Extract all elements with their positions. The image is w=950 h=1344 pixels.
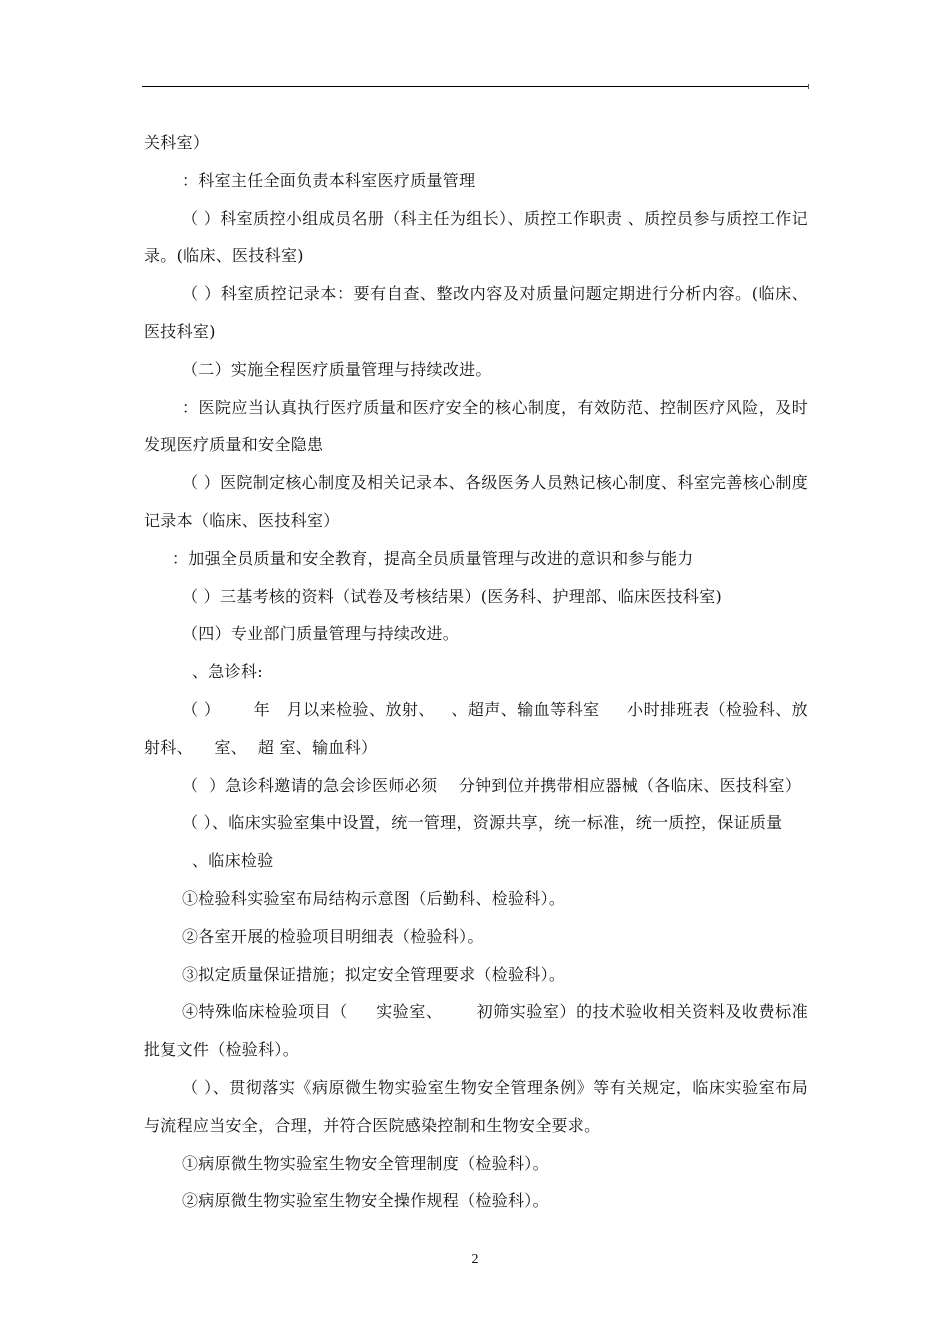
- paragraph-continuation: 关科室）: [144, 133, 210, 152]
- list-item-biosafety-rules: ①病原微生物实验室生物安全管理制度（检验科）。: [182, 1153, 549, 1173]
- paragraph-three-basics-exam: （ ）三基考核的资料（试卷及考核结果）(医务科、护理部、临床医技科室): [182, 586, 723, 606]
- paragraph-shift-schedule: （ ） 年 月以来检验、放射、 、超声、输血等科室 小时排班表（检验科、放射科、 室、 超 室、输血科）: [144, 699, 808, 757]
- header-rule: [142, 86, 808, 87]
- section-heading-2: （二）实施全程医疗质量管理与持续改进。: [182, 359, 492, 379]
- paragraph-lab-centralized: （ ）、临床实验室集中设置，统一管理，资源共享，统一标准，统一质控，保证质量: [182, 813, 783, 833]
- paragraph-core-system-records: （ ）医院制定核心制度及相关记录本、各级医务人员熟记核心制度、科室完善核心制度记录本（临床、医技科室）: [144, 473, 808, 530]
- list-item-quality-measures: ③拟定质量保证措施；拟定安全管理要求（检验科）。: [182, 964, 566, 984]
- subsection-clinical-lab: 、临床检验: [192, 851, 274, 871]
- header-rule-end-mark: [808, 84, 809, 89]
- list-item-biosafety-procedures: ②病原微生物实验室生物安全操作规程（检验科）。: [182, 1191, 549, 1211]
- list-item-lab-layout: ①检验科实验室布局结构示意图（后勤科、检验科）。: [182, 888, 566, 908]
- section-heading-4: （四）专业部门质量管理与持续改进。: [182, 624, 460, 644]
- paragraph-emergency-consult: （ ）急诊科邀请的急会诊医师必须 分钟到位并携带相应器械（各临床、医技科室）: [182, 775, 802, 795]
- paragraph-qc-record-book: （ ）科室质控记录本：要有自查、整改内容及对质量问题定期进行分析内容。(临床、医技科室): [144, 284, 808, 341]
- list-item-special-tests: ④特殊临床检验项目（ 实验室、 初筛实验室）的技术验收相关资料及收费标准批复文件（检验科）。: [144, 1002, 808, 1060]
- page-number: 2: [471, 1252, 479, 1267]
- paragraph-biosafety-regulation: （ ）、贯彻落实《病原微生物实验室生物安全管理条例》等有关规定，临床实验室布局与流程应当安全，合理，并符合医院感染控制和生物安全要求。: [144, 1077, 808, 1135]
- paragraph-director-responsibility: ：科室主任全面负责本科室医疗质量管理: [182, 170, 476, 190]
- list-item-test-items: ②各室开展的检验项目明细表（检验科）。: [182, 926, 484, 946]
- paragraph-core-system: ：医院应当认真执行医疗质量和医疗安全的核心制度，有效防范、控制医疗风险，及时发现医疗质量和安全隐患: [144, 397, 808, 455]
- document-body: [144, 124, 808, 1220]
- paragraph-qc-group-roster: （ ）科室质控小组成员名册（科主任为组长）、质控工作职责 、质控员参与质控工作记录。(临床、医技科室): [144, 208, 808, 266]
- subsection-emergency: 、急诊科:: [192, 662, 263, 682]
- paragraph-safety-education: ：加强全员质量和安全教育，提高全员质量管理与改进的意识和参与能力: [172, 548, 694, 568]
